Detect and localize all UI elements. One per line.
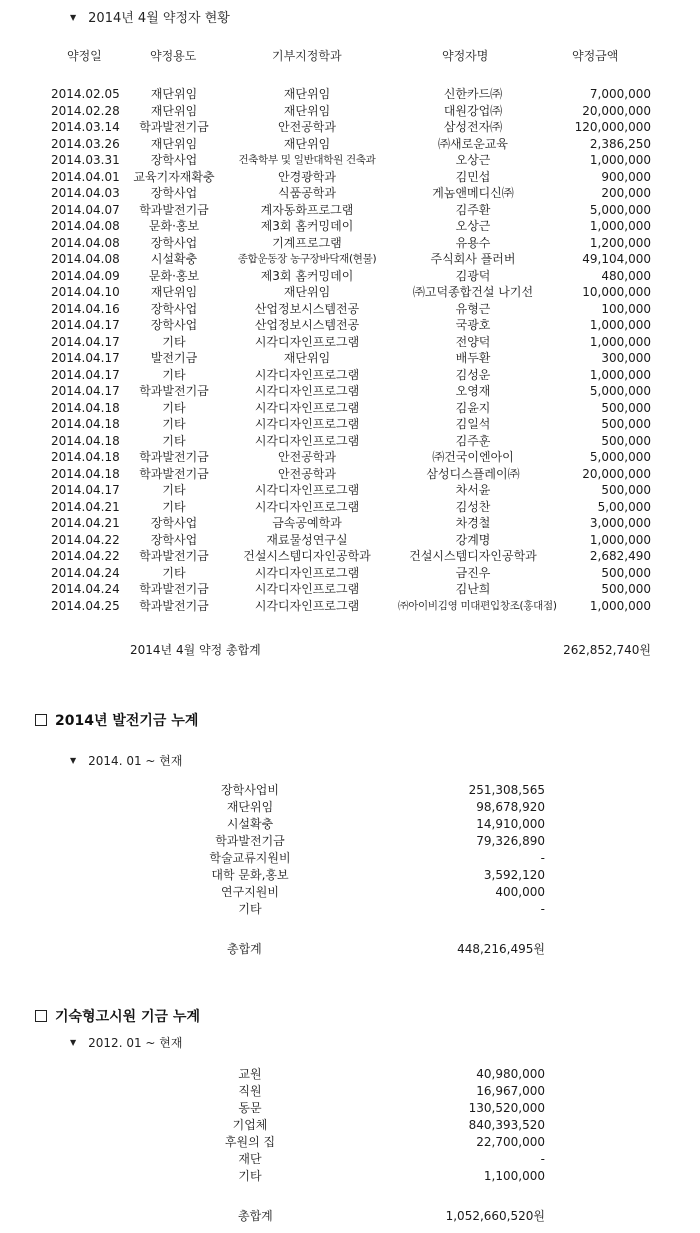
row-amount: 300,000 — [601, 351, 651, 365]
row-amount: 1,000,000 — [589, 219, 651, 233]
row-purpose: 기타 — [162, 565, 186, 580]
section2-total-value: 448,216,495원 — [457, 942, 545, 956]
row-donor: ㈜새로운교육 — [438, 136, 508, 151]
row-dept: 안전공학과 — [278, 120, 336, 134]
section1-title — [70, 7, 230, 26]
table-row — [0, 565, 700, 582]
row-amount: 100,000 — [601, 301, 651, 316]
row-amount: 200,000 — [601, 186, 651, 200]
row-donor: 유용수 — [455, 235, 491, 250]
row-date: 2014.04.18 — [51, 433, 120, 448]
item-value: 400,000 — [495, 885, 545, 899]
row-amount: 1,000,000 — [589, 334, 651, 349]
row-date: 2014.04.18 — [51, 466, 120, 481]
row-amount: 2,682,490 — [589, 549, 651, 563]
row-amount: 2,386,250 — [589, 136, 651, 151]
row-date: 2014.04.24 — [51, 582, 120, 596]
item-label: 동문 — [238, 1101, 262, 1115]
row-donor: 강계명 — [455, 532, 491, 547]
row-amount: 500,000 — [601, 582, 651, 596]
row-amount: 5,00,000 — [597, 499, 651, 514]
section3-period-text: 2012. 01 ~ 현재 — [88, 1036, 183, 1050]
section3-period — [70, 1034, 182, 1051]
item-value: 840,393,520 — [468, 1118, 545, 1132]
pledge-table — [0, 86, 700, 614]
triangle-bullet-icon: ▼ — [70, 1038, 77, 1047]
row-purpose: 학과발전기금 — [139, 450, 209, 464]
row-amount: 1,000,000 — [589, 367, 651, 382]
table-row — [0, 136, 700, 153]
row-dept: 시각디자인프로그램 — [254, 598, 360, 613]
row-date: 2014.04.18 — [51, 400, 120, 415]
list-item — [0, 833, 700, 850]
table-row — [0, 202, 700, 219]
row-dept: 시각디자인프로그램 — [254, 367, 360, 382]
table-row — [0, 251, 700, 268]
row-donor: ㈜건국이엔아이 — [432, 450, 514, 464]
row-donor: 김윤지 — [455, 400, 491, 415]
row-donor: 차서윤 — [455, 483, 491, 497]
row-purpose: 장학사업 — [150, 516, 198, 530]
list-item — [0, 1066, 700, 1083]
row-dept: 건설시스템디자인공학과 — [243, 549, 371, 563]
square-bullet-icon — [35, 1010, 47, 1022]
row-donor: 차경철 — [455, 516, 491, 530]
row-purpose: 시설확충 — [150, 252, 198, 266]
row-purpose: 학과발전기금 — [139, 582, 209, 596]
item-value: - — [540, 851, 545, 865]
row-amount: 10,000,000 — [582, 285, 651, 299]
row-date: 2014.03.14 — [51, 120, 120, 134]
row-donor: 유형근 — [455, 301, 491, 316]
row-purpose: 재단위임 — [150, 136, 198, 151]
header-date: 약정일 — [67, 49, 102, 63]
row-dept: 재료물성연구실 — [266, 532, 348, 547]
row-amount: 1,000,000 — [589, 153, 651, 167]
table-row — [0, 218, 700, 235]
row-dept: 재단위임 — [283, 351, 331, 365]
row-dept: 안전공학과 — [278, 450, 336, 464]
row-donor: 오영재 — [455, 384, 491, 398]
item-value: - — [540, 902, 545, 916]
row-donor: 김민섭 — [455, 169, 491, 184]
row-purpose: 기타 — [162, 433, 186, 448]
row-dept: 산업정보시스템전공 — [254, 318, 360, 332]
table-row — [0, 169, 700, 186]
row-dept: 시각디자인프로그램 — [254, 565, 360, 580]
row-dept: 안전공학과 — [278, 466, 336, 481]
row-purpose: 기타 — [162, 400, 186, 415]
row-date: 2014.04.08 — [51, 252, 120, 266]
row-donor: 오상근 — [455, 153, 491, 167]
row-donor: 김성운 — [455, 367, 491, 382]
row-amount: 120,000,000 — [574, 120, 651, 134]
row-date: 2014.04.21 — [51, 499, 120, 514]
table-row — [0, 185, 700, 202]
table-row — [0, 449, 700, 466]
table-row — [0, 581, 700, 598]
row-date: 2014.04.18 — [51, 450, 120, 464]
row-amount: 49,104,000 — [582, 252, 651, 266]
row-amount: 3,000,000 — [589, 516, 651, 530]
row-dept: 금속공예학과 — [272, 516, 342, 530]
row-donor: 김성찬 — [455, 499, 491, 514]
row-dept: 시각디자인프로그램 — [254, 499, 360, 514]
row-amount: 500,000 — [601, 417, 651, 431]
item-label: 학과발전기금 — [215, 834, 285, 848]
section3-title — [35, 1006, 200, 1026]
row-purpose: 학과발전기금 — [139, 120, 209, 134]
row-amount: 900,000 — [601, 169, 651, 184]
section3-summary — [0, 1066, 700, 1185]
row-date: 2014.03.31 — [51, 153, 120, 167]
row-amount: 500,000 — [601, 400, 651, 415]
header-amount: 약정금액 — [572, 49, 619, 63]
list-item — [0, 1117, 700, 1134]
row-amount: 20,000,000 — [582, 466, 651, 481]
section2-title-text: 2014년 발전기금 누계 — [55, 713, 199, 729]
table-row — [0, 119, 700, 136]
row-dept: 종합운동장 농구장바닥재(현물) — [237, 253, 377, 265]
row-date: 2014.04.17 — [51, 351, 120, 365]
table-row — [0, 317, 700, 334]
row-dept: 제3회 홈커밍데이 — [260, 268, 354, 283]
item-label: 재단 — [238, 1152, 262, 1166]
row-donor: 주식회사 플러버 — [430, 252, 516, 266]
row-date: 2014.03.26 — [51, 136, 120, 151]
table-row — [0, 86, 700, 103]
row-dept: 시각디자인프로그램 — [254, 483, 360, 497]
row-date: 2014.04.08 — [51, 219, 120, 233]
row-date: 2014.04.07 — [51, 202, 120, 217]
row-dept: 건축학부 및 일반대학원 건축과 — [238, 154, 376, 166]
row-amount: 5,000,000 — [589, 450, 651, 464]
row-date: 2014.04.25 — [51, 598, 120, 613]
item-label: 대학 문화,홍보 — [211, 868, 289, 882]
row-donor: 배두환 — [455, 351, 491, 365]
table-row — [0, 433, 700, 450]
item-label: 재단위임 — [226, 800, 274, 814]
row-donor: 김난희 — [455, 582, 491, 596]
row-donor: ㈜고덕종합건설 나기선 — [412, 285, 534, 299]
row-amount: 500,000 — [601, 433, 651, 448]
row-donor: ㈜아이비김영 미대편입창조(홍대점) — [398, 599, 557, 612]
row-amount: 7,000,000 — [589, 87, 651, 101]
row-dept: 계자동화프로그램 — [260, 202, 354, 217]
table-row — [0, 532, 700, 549]
section1-title-text: 2014년 4월 약정자 현황 — [88, 11, 230, 26]
section1-total-value: 262,852,740원 — [563, 643, 651, 657]
row-date: 2014.04.22 — [51, 532, 120, 547]
list-item — [0, 850, 700, 867]
row-purpose: 장학사업 — [150, 532, 198, 547]
row-dept: 시각디자인프로그램 — [254, 417, 360, 431]
row-amount: 1,000,000 — [589, 318, 651, 332]
table-row — [0, 367, 700, 384]
row-date: 2014.04.17 — [51, 334, 120, 349]
row-purpose: 기타 — [162, 483, 186, 497]
item-label: 후원의 집 — [224, 1135, 276, 1149]
row-purpose: 장학사업 — [150, 186, 198, 200]
row-purpose: 기타 — [162, 334, 186, 349]
row-date: 2014.04.01 — [51, 169, 120, 184]
table-row — [0, 103, 700, 120]
table-row — [0, 400, 700, 417]
table-row — [0, 334, 700, 351]
row-date: 2014.04.16 — [51, 301, 120, 316]
list-item — [0, 816, 700, 833]
row-amount: 500,000 — [601, 483, 651, 497]
list-item — [0, 799, 700, 816]
list-item — [0, 901, 700, 918]
item-value: - — [540, 1152, 545, 1166]
item-label: 장학사업비 — [221, 783, 279, 797]
row-donor: 김주훈 — [455, 433, 491, 448]
section2-period-text: 2014. 01 ~ 현재 — [88, 754, 183, 768]
row-purpose: 학과발전기금 — [139, 384, 209, 398]
row-date: 2014.04.18 — [51, 417, 120, 431]
item-label: 기타 — [238, 1169, 262, 1183]
row-purpose: 장학사업 — [150, 235, 198, 250]
row-purpose: 발전기금 — [150, 351, 198, 365]
row-amount: 480,000 — [601, 268, 651, 283]
row-date: 2014.04.21 — [51, 516, 120, 530]
table-row — [0, 515, 700, 532]
section1-total-label: 2014년 4월 약정 총합계 — [130, 643, 261, 657]
item-value: 130,520,000 — [468, 1101, 545, 1115]
list-item — [0, 1100, 700, 1117]
row-donor: 신한카드㈜ — [443, 87, 503, 101]
section2-period — [70, 752, 182, 769]
row-dept: 기계프로그램 — [272, 235, 342, 250]
item-value: 14,910,000 — [476, 817, 545, 831]
table-row — [0, 416, 700, 433]
item-value: 3,592,120 — [483, 868, 545, 882]
item-value: 40,980,000 — [476, 1067, 545, 1081]
list-item — [0, 884, 700, 901]
item-value: 79,326,890 — [476, 834, 545, 848]
item-label: 직원 — [238, 1084, 262, 1098]
triangle-bullet-icon: ▼ — [70, 13, 77, 22]
row-purpose: 문화·홍보 — [148, 219, 200, 233]
item-label: 기타 — [238, 902, 262, 916]
row-purpose: 장학사업 — [150, 318, 198, 332]
row-purpose: 기타 — [162, 417, 186, 431]
row-purpose: 기타 — [162, 499, 186, 514]
list-item — [0, 1134, 700, 1151]
row-date: 2014.04.17 — [51, 384, 120, 398]
table-row — [0, 499, 700, 516]
row-dept: 제3회 홈커밍데이 — [260, 219, 354, 233]
row-date: 2014.04.24 — [51, 565, 120, 580]
row-dept: 재단위임 — [283, 285, 331, 299]
row-date: 2014.04.17 — [51, 367, 120, 382]
row-dept: 시각디자인프로그램 — [254, 384, 360, 398]
row-amount: 5,000,000 — [589, 384, 651, 398]
row-purpose: 교육기자재확충 — [133, 169, 215, 184]
table-row — [0, 284, 700, 301]
row-donor: 삼성전자㈜ — [443, 120, 503, 134]
row-donor: 국광호 — [455, 318, 491, 332]
row-amount: 20,000,000 — [582, 103, 651, 118]
row-date: 2014.04.10 — [51, 285, 120, 299]
row-purpose: 학과발전기금 — [139, 549, 209, 563]
row-dept: 식품공학과 — [278, 186, 336, 200]
row-date: 2014.04.03 — [51, 186, 120, 200]
row-donor: 건설시스템디자인공학과 — [409, 549, 537, 563]
item-value: 16,967,000 — [476, 1084, 545, 1098]
row-dept: 시각디자인프로그램 — [254, 582, 360, 596]
table-row — [0, 301, 700, 318]
row-dept: 시각디자인프로그램 — [254, 334, 360, 349]
section3-total-label: 총합계 — [238, 1209, 273, 1223]
row-purpose: 장학사업 — [150, 153, 198, 167]
header-donor: 약정자명 — [442, 49, 489, 63]
row-date: 2014.04.22 — [51, 549, 120, 563]
table-row — [0, 482, 700, 499]
row-dept: 재단위임 — [283, 103, 331, 118]
table-row — [0, 152, 700, 169]
section3-title-text: 기숙형고시원 기금 누계 — [55, 1009, 200, 1025]
row-dept: 시각디자인프로그램 — [254, 433, 360, 448]
row-dept: 재단위임 — [283, 87, 331, 101]
row-donor: 오상근 — [455, 219, 491, 233]
header-purpose: 약정용도 — [150, 49, 197, 63]
section2-summary — [0, 782, 700, 918]
row-amount: 5,000,000 — [589, 202, 651, 217]
row-amount: 1,000,000 — [589, 532, 651, 547]
row-donor: 김광덕 — [455, 268, 491, 283]
row-amount: 1,000,000 — [589, 598, 651, 613]
row-donor: 금진우 — [455, 565, 491, 580]
item-label: 연구지원비 — [221, 885, 279, 899]
row-donor: 전양덕 — [455, 334, 491, 349]
table-row — [0, 350, 700, 367]
square-bullet-icon — [35, 714, 47, 726]
list-item — [0, 1083, 700, 1100]
row-purpose: 재단위임 — [150, 87, 198, 101]
item-label: 시설확충 — [226, 817, 274, 831]
row-donor: 삼성디스플레이㈜ — [426, 466, 520, 481]
table-row — [0, 383, 700, 400]
row-purpose: 문화·홍보 — [148, 268, 200, 283]
row-dept: 시각디자인프로그램 — [254, 400, 360, 415]
row-dept: 산업정보시스템전공 — [254, 301, 360, 316]
table-row — [0, 268, 700, 285]
row-purpose: 학과발전기금 — [139, 466, 209, 481]
item-value: 98,678,920 — [476, 800, 545, 814]
row-purpose: 학과발전기금 — [139, 598, 209, 613]
item-label: 교원 — [238, 1067, 262, 1081]
table-row — [0, 466, 700, 483]
section3-total-value: 1,052,660,520원 — [445, 1209, 545, 1223]
row-date: 2014.04.08 — [51, 235, 120, 250]
row-donor: 게놈앤메디신㈜ — [432, 186, 514, 200]
row-amount: 500,000 — [601, 565, 651, 580]
row-purpose: 학과발전기금 — [139, 202, 209, 217]
list-item — [0, 1151, 700, 1168]
row-purpose: 재단위임 — [150, 285, 198, 299]
item-value: 22,700,000 — [476, 1135, 545, 1149]
item-label: 기업체 — [232, 1118, 268, 1132]
row-dept: 안경광학과 — [278, 169, 336, 184]
row-dept: 재단위임 — [283, 136, 331, 151]
row-donor: 김일석 — [455, 417, 491, 431]
list-item — [0, 867, 700, 884]
item-value: 251,308,565 — [468, 783, 545, 797]
row-date: 2014.04.17 — [51, 483, 120, 497]
row-purpose: 장학사업 — [150, 301, 198, 316]
item-label: 학술교류지원비 — [209, 851, 291, 865]
row-donor: 김주환 — [455, 202, 491, 217]
list-item — [0, 1168, 700, 1185]
table-row — [0, 235, 700, 252]
item-value: 1,100,000 — [483, 1169, 545, 1183]
row-purpose: 기타 — [162, 367, 186, 382]
row-date: 2014.04.17 — [51, 318, 120, 332]
row-date: 2014.04.09 — [51, 268, 120, 283]
header-dept: 기부지정학과 — [272, 49, 342, 63]
row-date: 2014.02.28 — [51, 103, 120, 118]
triangle-bullet-icon: ▼ — [70, 756, 77, 765]
section2-title — [35, 710, 198, 730]
row-amount: 1,200,000 — [589, 235, 651, 250]
table-row — [0, 598, 700, 615]
section2-total-label: 총합계 — [227, 942, 262, 956]
list-item — [0, 782, 700, 799]
row-purpose: 재단위임 — [150, 103, 198, 118]
row-donor: 대원강업㈜ — [443, 103, 503, 118]
table-row — [0, 548, 700, 565]
row-date: 2014.02.05 — [51, 87, 120, 101]
